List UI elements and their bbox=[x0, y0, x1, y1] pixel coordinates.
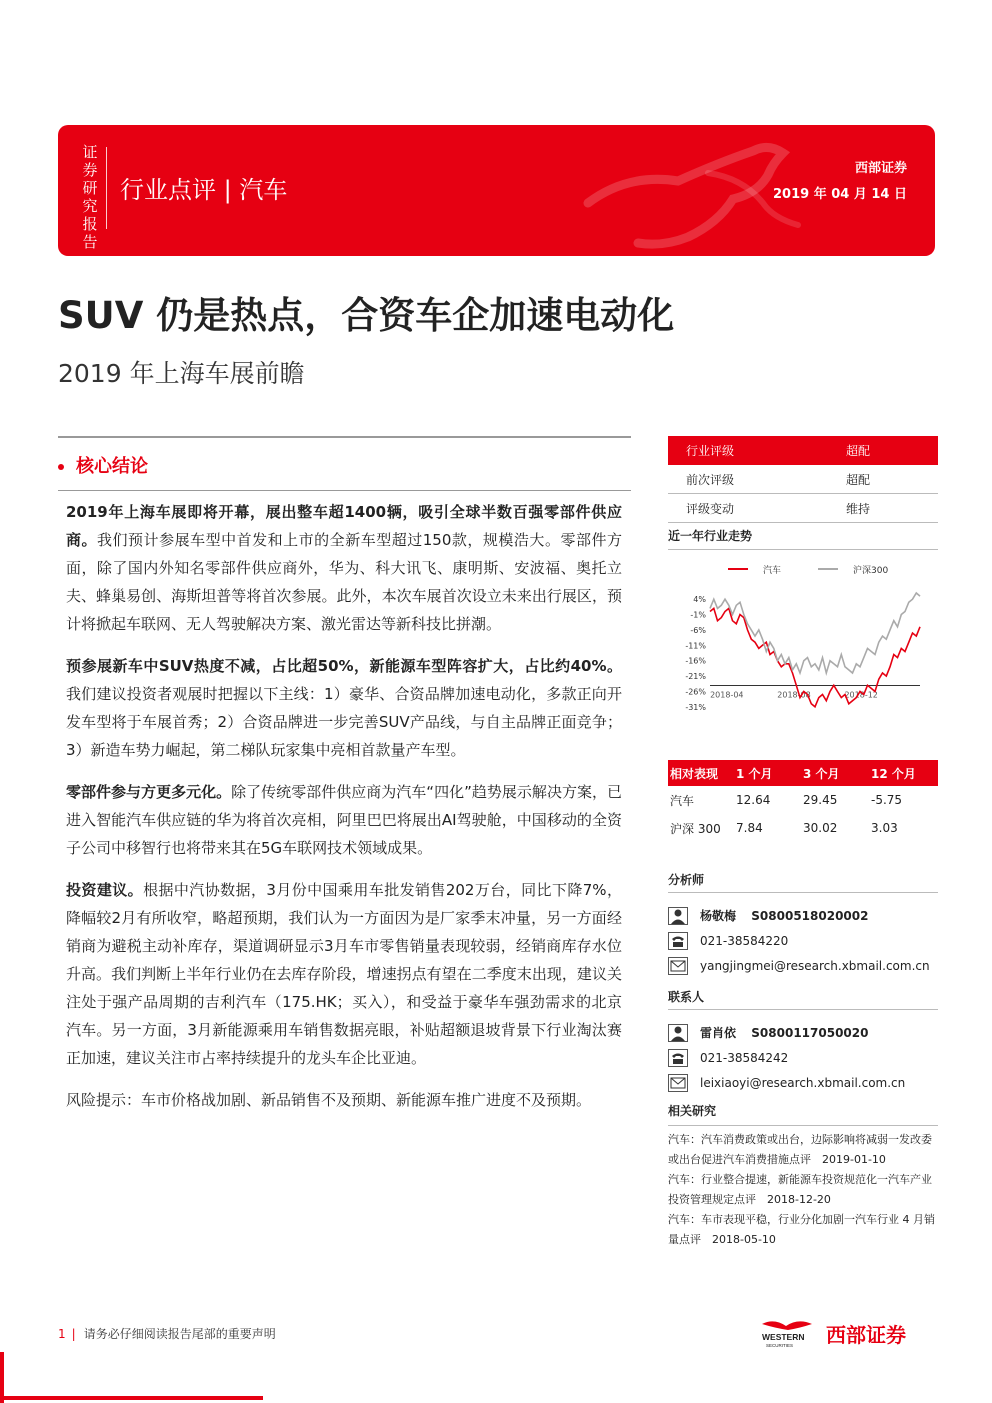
rating-row: 行业评级 超配 bbox=[668, 436, 938, 465]
disclaimer: 请务必仔细阅读报告尾部的重要声明 bbox=[83, 1327, 276, 1341]
analyst-heading: 分析师 bbox=[668, 871, 938, 893]
performance-table bbox=[668, 760, 938, 842]
y-tick-label: -31% bbox=[685, 702, 706, 712]
y-tick-label: 4% bbox=[693, 595, 706, 605]
report-date: 2019 年 04 月 14 日 bbox=[773, 187, 907, 202]
core-divider-top bbox=[58, 436, 631, 438]
core-body bbox=[66, 498, 622, 1128]
corner-accent-horizontal bbox=[0, 1396, 263, 1400]
bullet-icon bbox=[58, 464, 64, 470]
y-tick-label: -6% bbox=[690, 625, 706, 635]
y-tick-label: -1% bbox=[690, 610, 706, 620]
bull-watermark-icon bbox=[568, 133, 808, 251]
series-line bbox=[710, 593, 920, 673]
core-divider-bottom bbox=[58, 490, 631, 491]
page-number: 1 bbox=[58, 1327, 66, 1341]
analyst-email-row bbox=[668, 953, 938, 978]
related-research bbox=[668, 1101, 938, 1250]
report-category: 行业点评 | 汽车 bbox=[120, 176, 288, 204]
person-icon bbox=[668, 1024, 688, 1042]
contact-heading: 联系人 bbox=[668, 988, 938, 1010]
y-tick-label: -21% bbox=[685, 672, 706, 682]
y-tick-label: -26% bbox=[685, 687, 706, 697]
y-tick-label: -11% bbox=[685, 641, 706, 651]
rating-row: 前次评级 超配 bbox=[668, 465, 938, 494]
contact-name-row: 雷肖依 S0800117050020 bbox=[668, 1020, 938, 1045]
paragraph: 投资建议。根据中汽协数据，3月份中国乘用车批发销售202万台，同比下降7%，降幅较2月有所收窄，略超预期，我们认为一方面因为是厂家季末冲量，另一方面经销商为避税主动补库存，渠道调研显示3月车市零售销量表现较弱，经销商库存水位升高。我们判断上半年行业仍在去库存阶段，增速拐点有望在二季度末出现，建议关注处于强产品周期的吉利汽车（175.HK；买入），和受益于豪华车强劲需求的北京汽车。另一方面，3月新能源乘用车销售数据亮眼，补贴超额退坡背景下行业淘汰赛正加速，建议关注市占率持续提升的龙头车企比亚迪。 bbox=[66, 881, 622, 1067]
company-name: 西部证券 bbox=[854, 161, 907, 176]
contact-phone-row: 021-38584242 bbox=[668, 1045, 938, 1070]
table-row: 汽车 12.64 29.45 -5.75 bbox=[670, 793, 903, 808]
paragraph: 零部件参与方更多元化。除了传统零部件供应商为汽车“四化”趋势展示解决方案，已进入智能汽车供应链的华为将首次亮相，阿里巴巴将展出AI驾驶舱，中国移动的全资子公司中移智行也将带来其在5G车联网技术领域成果。 bbox=[66, 783, 622, 857]
y-tick-label: -16% bbox=[685, 656, 706, 666]
mail-icon bbox=[668, 1074, 688, 1092]
phone-icon bbox=[668, 1049, 688, 1067]
svg-text:西部证券: 西部证券 bbox=[826, 1323, 906, 1347]
footer: 1 | 请务必仔细阅读报告尾部的重要声明 bbox=[58, 1327, 276, 1341]
legend-label-index: 沪深300 bbox=[853, 566, 889, 576]
risk-paragraph: 风险提示：车市价格战加剧、新品销售不及预期、新能源车推广进度不及预期。 bbox=[66, 1091, 592, 1109]
report-subtitle: 2019 年上海车展前瞻 bbox=[58, 359, 305, 388]
related-heading: 相关研究 bbox=[668, 1101, 938, 1126]
y-axis bbox=[685, 595, 706, 712]
legend-label-auto: 汽车 bbox=[763, 566, 782, 576]
banner-divider bbox=[106, 147, 107, 229]
performance-header-row: 相对表现 1 个月 3 个月 12 个月 bbox=[668, 760, 938, 786]
header-banner bbox=[58, 125, 935, 256]
analyst-email[interactable]: yangjingmei@research.xbmail.com.cn bbox=[700, 958, 930, 973]
report-type-vertical: 证券研究报告 bbox=[82, 143, 98, 251]
related-item[interactable]: 汽车：行业整合提速，新能源车投资规范化一汽车产业投资管理规定点评 2018-12-20 bbox=[668, 1173, 932, 1206]
svg-text:SECURITIES: SECURITIES bbox=[766, 1343, 794, 1348]
paragraph: 2019年上海车展即将开幕，展出整车超1400辆，吸引全球半数百强零部件供应商。我们预计参展车型中首发和上市的全新车型超过150款，规模浩大。零部件方面，除了国内外知名零部件供应商外，华为、科大讯飞、康明斯、安波福、奥托立夫、蜂巢易创、海斯坦普等将首次参展。此外，本次车展首次设立未来出行展区，预计将掀起车联网、无人驾驶解决方案、激光雷达等新科技比拼潮。 bbox=[66, 503, 622, 633]
bull-horns-icon bbox=[762, 1321, 812, 1330]
core-heading: 核心结论 bbox=[58, 452, 148, 478]
western-securities-logo bbox=[760, 1316, 938, 1350]
contact-email-row bbox=[668, 1070, 938, 1095]
paragraph: 预参展新车中SUV热度不减，占比超50%，新能源车型阵容扩大，占比约40%。我们建议投资者观展时把握以下主线：1）豪华、合资品牌加速电动化，多款正向开发车型将于车展首秀；2）合资品牌进一步完善SUV产品线，与自主品牌正面竞争；3）新造车势力崛起，第二梯队玩家集中亮相首款量产车型。 bbox=[66, 657, 622, 759]
contact-email[interactable]: leixiaoyi@research.xbmail.com.cn bbox=[700, 1075, 906, 1090]
rating-table bbox=[668, 436, 938, 523]
trend-title: 近一年行业走势 bbox=[668, 527, 938, 550]
contact-block bbox=[668, 988, 938, 1095]
analyst-phone-row: 021-38584220 bbox=[668, 928, 938, 953]
person-icon bbox=[668, 907, 688, 925]
rating-row: 评级变动 维持 bbox=[668, 494, 938, 523]
related-item[interactable]: 汽车：车市表现平稳，行业分化加剧一汽车行业 4 月销量点评 2018-05-10 bbox=[668, 1213, 935, 1246]
svg-text:WESTERN: WESTERN bbox=[762, 1332, 805, 1342]
mail-icon bbox=[668, 957, 688, 975]
x-tick-label: 2018-08 bbox=[777, 690, 811, 700]
report-title: SUV 仍是热点，合资车企加速电动化 bbox=[58, 294, 675, 337]
analyst-name-row: 杨敬梅 S0800518020002 bbox=[668, 903, 938, 928]
x-tick-label: 2018-12 bbox=[844, 690, 878, 700]
x-axis bbox=[710, 685, 920, 699]
trend-chart bbox=[668, 553, 938, 718]
phone-icon bbox=[668, 932, 688, 950]
related-item[interactable]: 汽车：汽车消费政策或出台，边际影响将减弱一发改委或出台促进汽车消费措施点评 2019-01-10 bbox=[668, 1133, 932, 1166]
x-tick-label: 2018-04 bbox=[710, 690, 744, 700]
analyst-block bbox=[668, 871, 938, 978]
table-row: 沪深 300 7.84 30.02 3.03 bbox=[670, 821, 898, 836]
